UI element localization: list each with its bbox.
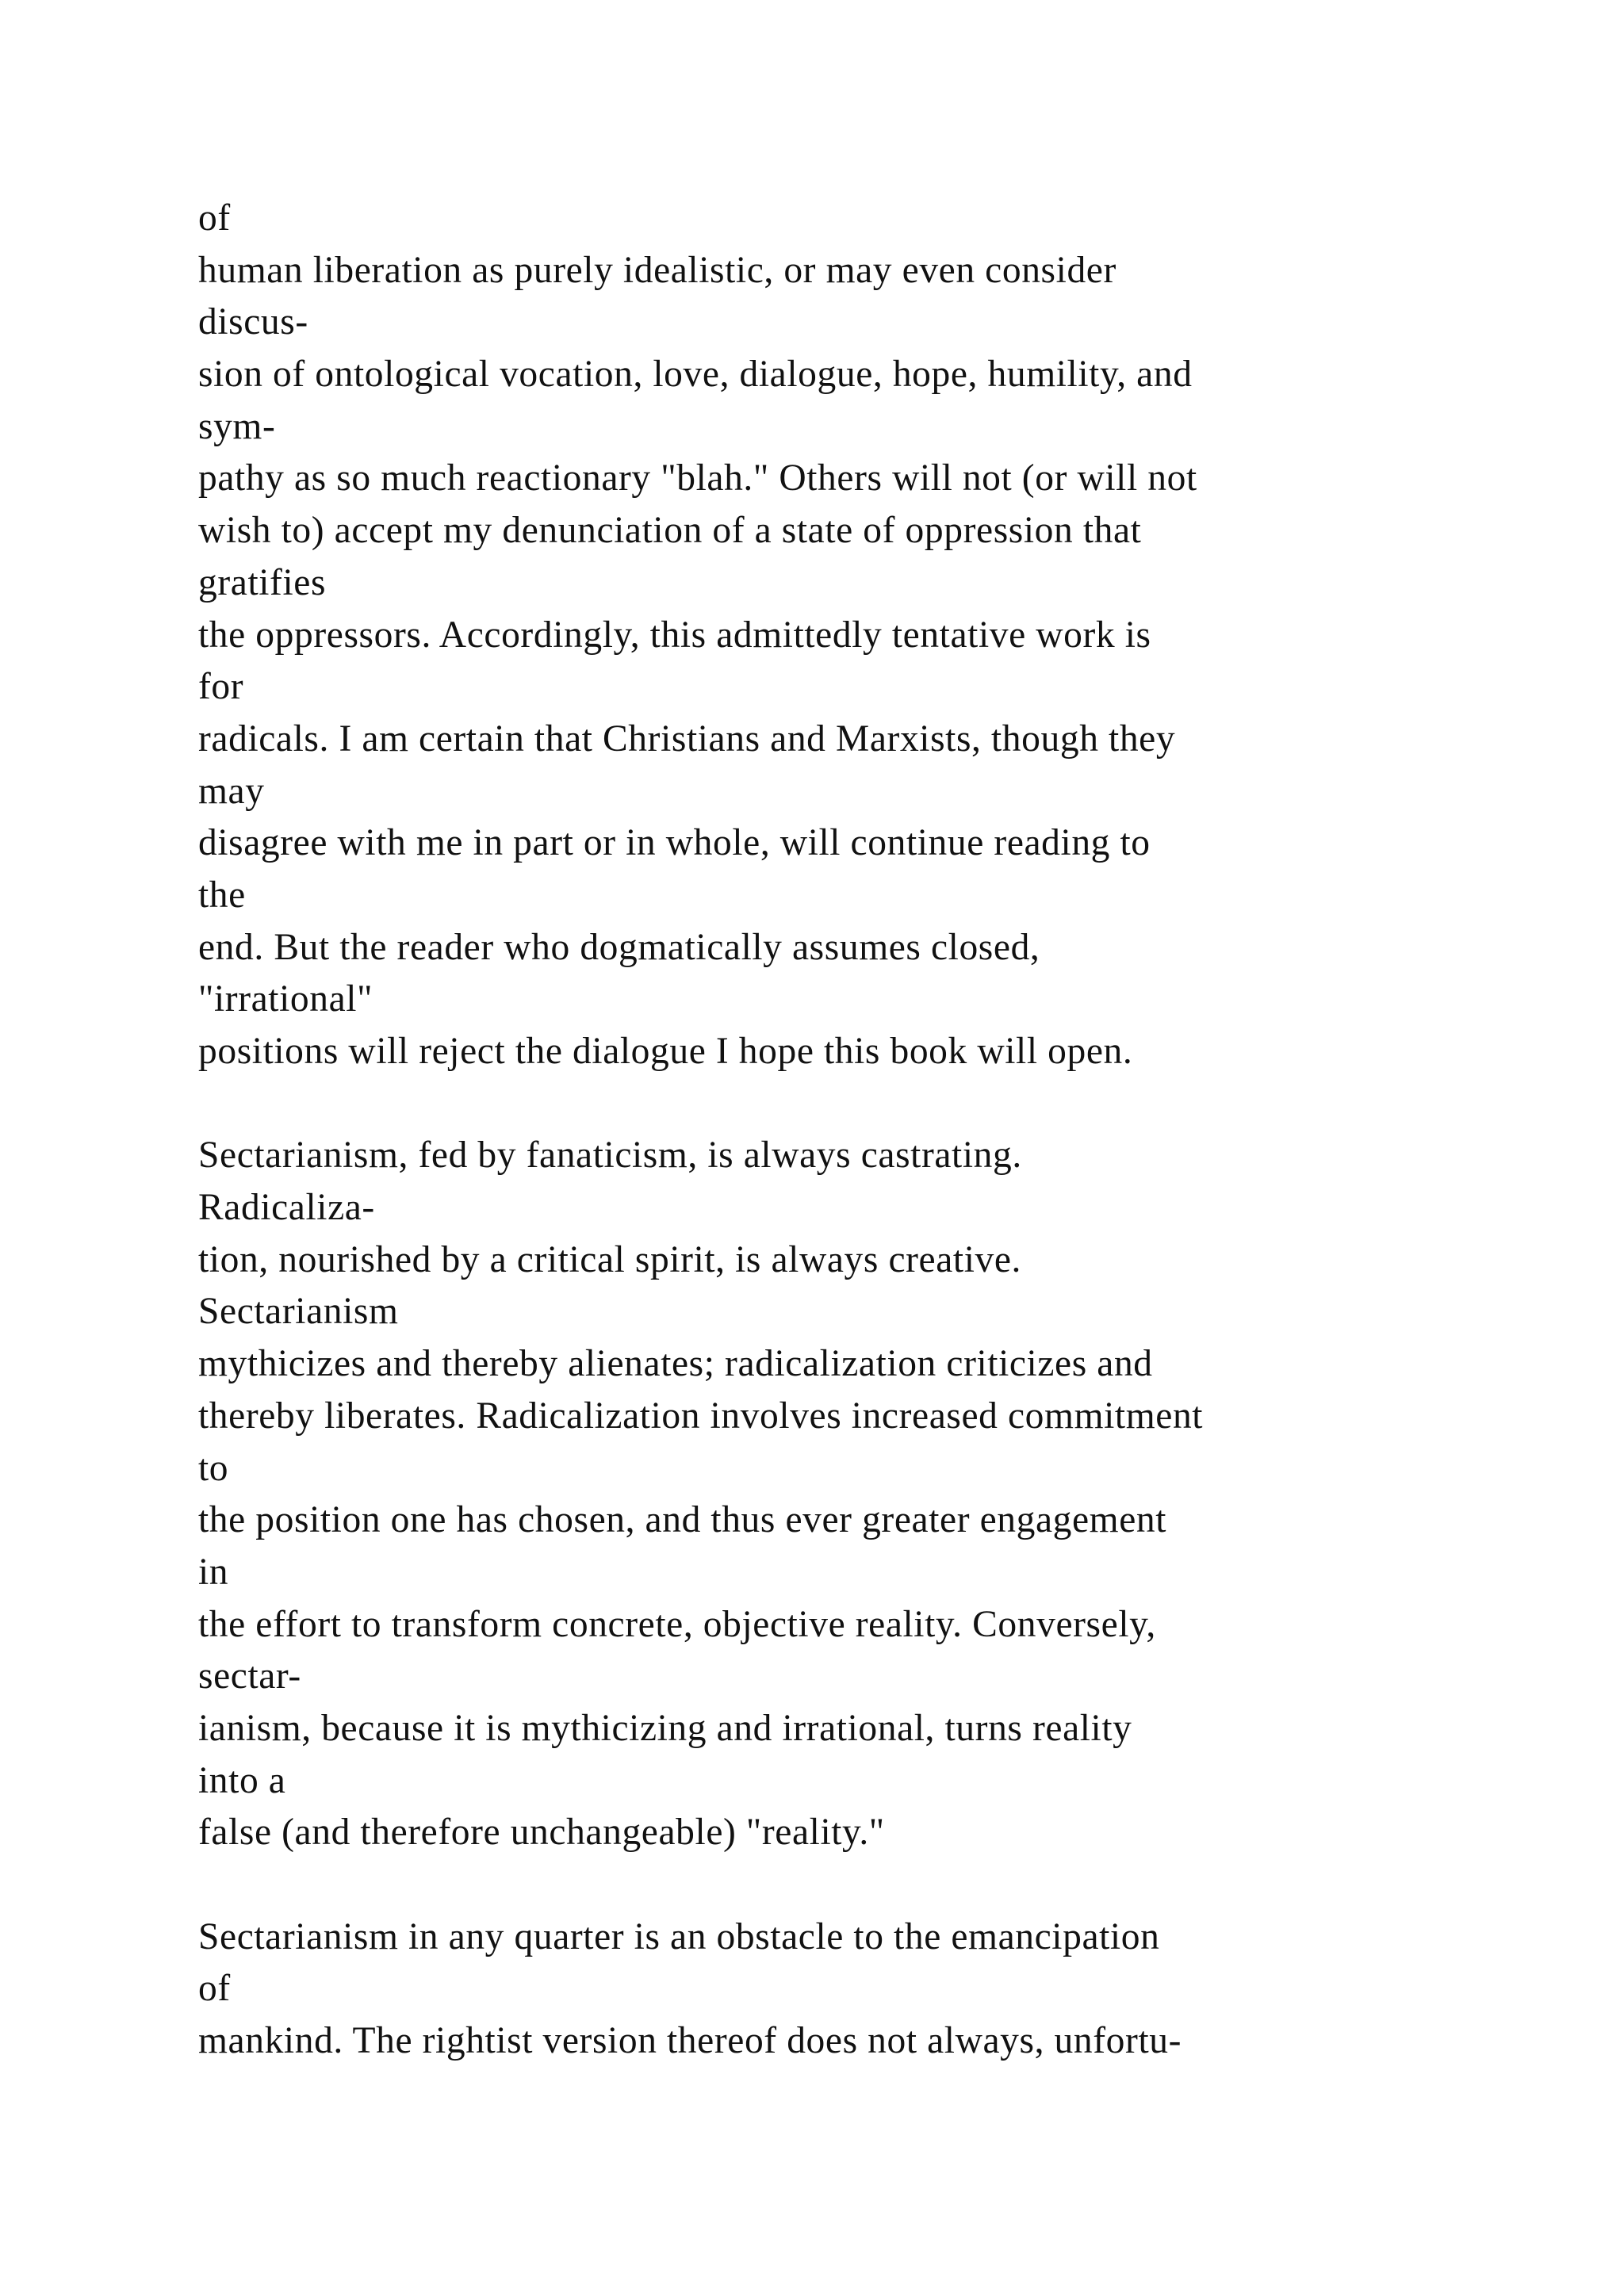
text-line: thereby liberates. Radicalization involves increased commitment — [198, 1395, 1204, 1437]
text-line: to — [198, 1447, 229, 1489]
text-line: mythicizes and thereby alienates; radicalization criticizes and — [198, 1343, 1153, 1385]
text-line: may — [198, 770, 265, 812]
paragraph-1 — [198, 193, 1562, 1078]
paragraph-break — [198, 1859, 1562, 1911]
text-line: of — [198, 197, 231, 239]
text-line: ianism, because it is mythicizing and irrational, turns reality — [198, 1707, 1132, 1749]
text-line: "irrational" — [198, 978, 373, 1020]
text-line: the position one has chosen, and thus ever greater engagement — [198, 1499, 1167, 1541]
text-line: into a — [198, 1759, 286, 1801]
text-line: radicals. I am certain that Christians and Marxists, though they — [198, 718, 1176, 760]
text-line: the effort to transform concrete, objective reality. Conversely, — [198, 1603, 1156, 1645]
text-line: sion of ontological vocation, love, dialogue, hope, humility, and — [198, 354, 1193, 396]
text-line: Sectarianism in any quarter is an obstacle to the emancipation — [198, 1915, 1160, 1957]
text-line: human liberation as purely idealistic, or may even consider — [198, 249, 1116, 291]
text-line: discus- — [198, 301, 308, 343]
text-line: positions will reject the dialogue I hope this book will open. — [198, 1031, 1133, 1072]
text-line: false (and therefore unchangeable) "reality." — [198, 1812, 885, 1854]
text-line: end. But the reader who dogmatically assumes closed, — [198, 926, 1040, 968]
text-line: Sectarianism — [198, 1291, 399, 1333]
text-line: the oppressors. Accordingly, this admittedly tentative work is — [198, 614, 1151, 656]
text-line: wish to) accept my denunciation of a state of oppression that — [198, 510, 1142, 552]
text-line: mankind. The rightist version thereof does not always, unfortu- — [198, 2020, 1182, 2062]
text-line: sectar- — [198, 1655, 301, 1697]
text-line: in — [198, 1551, 229, 1593]
text-line: of — [198, 1968, 231, 2010]
text-line: gratifies — [198, 561, 327, 603]
text-line: for — [198, 666, 244, 708]
paragraph-break — [198, 1078, 1562, 1131]
text-line: disagree with me in part or in whole, will continue reading to — [198, 822, 1151, 864]
text-line: the — [198, 874, 246, 916]
document-body — [198, 193, 1562, 2068]
text-line: Radicaliza- — [198, 1187, 375, 1229]
text-line: pathy as so much reactionary "blah." Others will not (or will not — [198, 457, 1197, 499]
text-line: sym- — [198, 405, 276, 447]
text-line: Sectarianism, fed by fanaticism, is always castrating. — [198, 1135, 1022, 1177]
paragraph-3 — [198, 1911, 1562, 2068]
text-line: tion, nourished by a critical spirit, is always creative. — [198, 1238, 1022, 1280]
paragraph-2 — [198, 1130, 1562, 1859]
